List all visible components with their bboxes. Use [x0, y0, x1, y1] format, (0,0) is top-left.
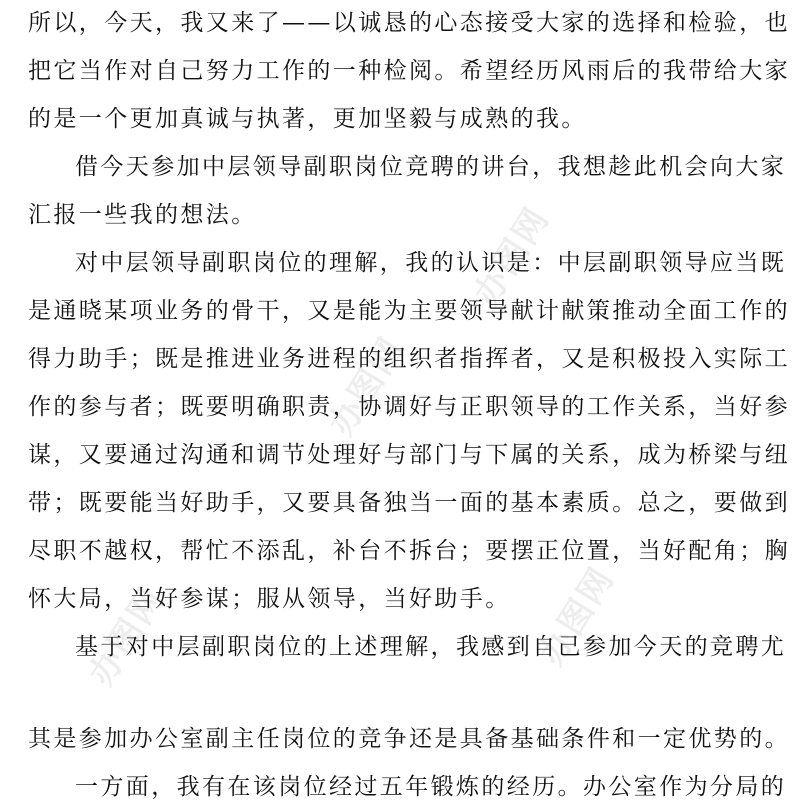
text-line: 是通晓某项业务的骨干，又是能为主要领导献计献策推动全面工作的 [28, 298, 790, 324]
paragraph-first-line: 借今天参加中层领导副职岗位竞聘的讲台，我想趁此机会向大家 [75, 154, 787, 180]
watermark: 办图网 [531, 559, 623, 673]
paragraph-first-line: 对中层领导副职岗位的理解，我的认识是：中层副职领导应当既 [75, 250, 787, 276]
text-line: 把它当作对自己努力工作的一种检阅。希望经历风雨后的我带给大家 [28, 58, 790, 84]
text-line: 尽职不越权，帮忙不添乱，补台不拆台；要摆正位置，当好配角；胸 [28, 538, 790, 564]
watermark: 办图网 [466, 199, 558, 313]
text-line: 的是一个更加真诚与执著，更加坚毅与成熟的我。 [28, 106, 587, 132]
text-line: 怀大局，当好参谋；服从领导，当好助手。 [28, 586, 511, 612]
watermark: 办图网 [81, 579, 173, 693]
paragraph-first-line: 一方面，我有在该岗位经过五年锻炼的经历。办公室作为分局的 [75, 774, 787, 800]
text-line: 带；既要能当好助手，又要具备独当一面的基本素质。总之，要做到 [28, 490, 790, 516]
text-line: 汇报一些我的想法。 [28, 202, 257, 228]
text-line: 其是参加办公室副主任岗位的竞争还是具备基础条件和一定优势的。 [28, 726, 790, 752]
text-line: 得力助手；既是推进业务进程的组织者指挥者，又是积极投入实际工 [28, 346, 790, 372]
watermark: 办图网 [321, 329, 413, 443]
text-line: 作的参与者；既要明确职责，协调好与正职领导的工作关系，当好参 [28, 394, 790, 420]
text-line: 谋，又要通过沟通和调节处理好与部门与下属的关系，成为桥梁与纽 [28, 442, 790, 468]
paragraph-first-line: 基于对中层副职岗位的上述理解，我感到自己参加今天的竞聘尤 [75, 634, 787, 660]
text-line: 所以，今天，我又来了——以诚恳的心态接受大家的选择和检验，也 [28, 10, 790, 36]
